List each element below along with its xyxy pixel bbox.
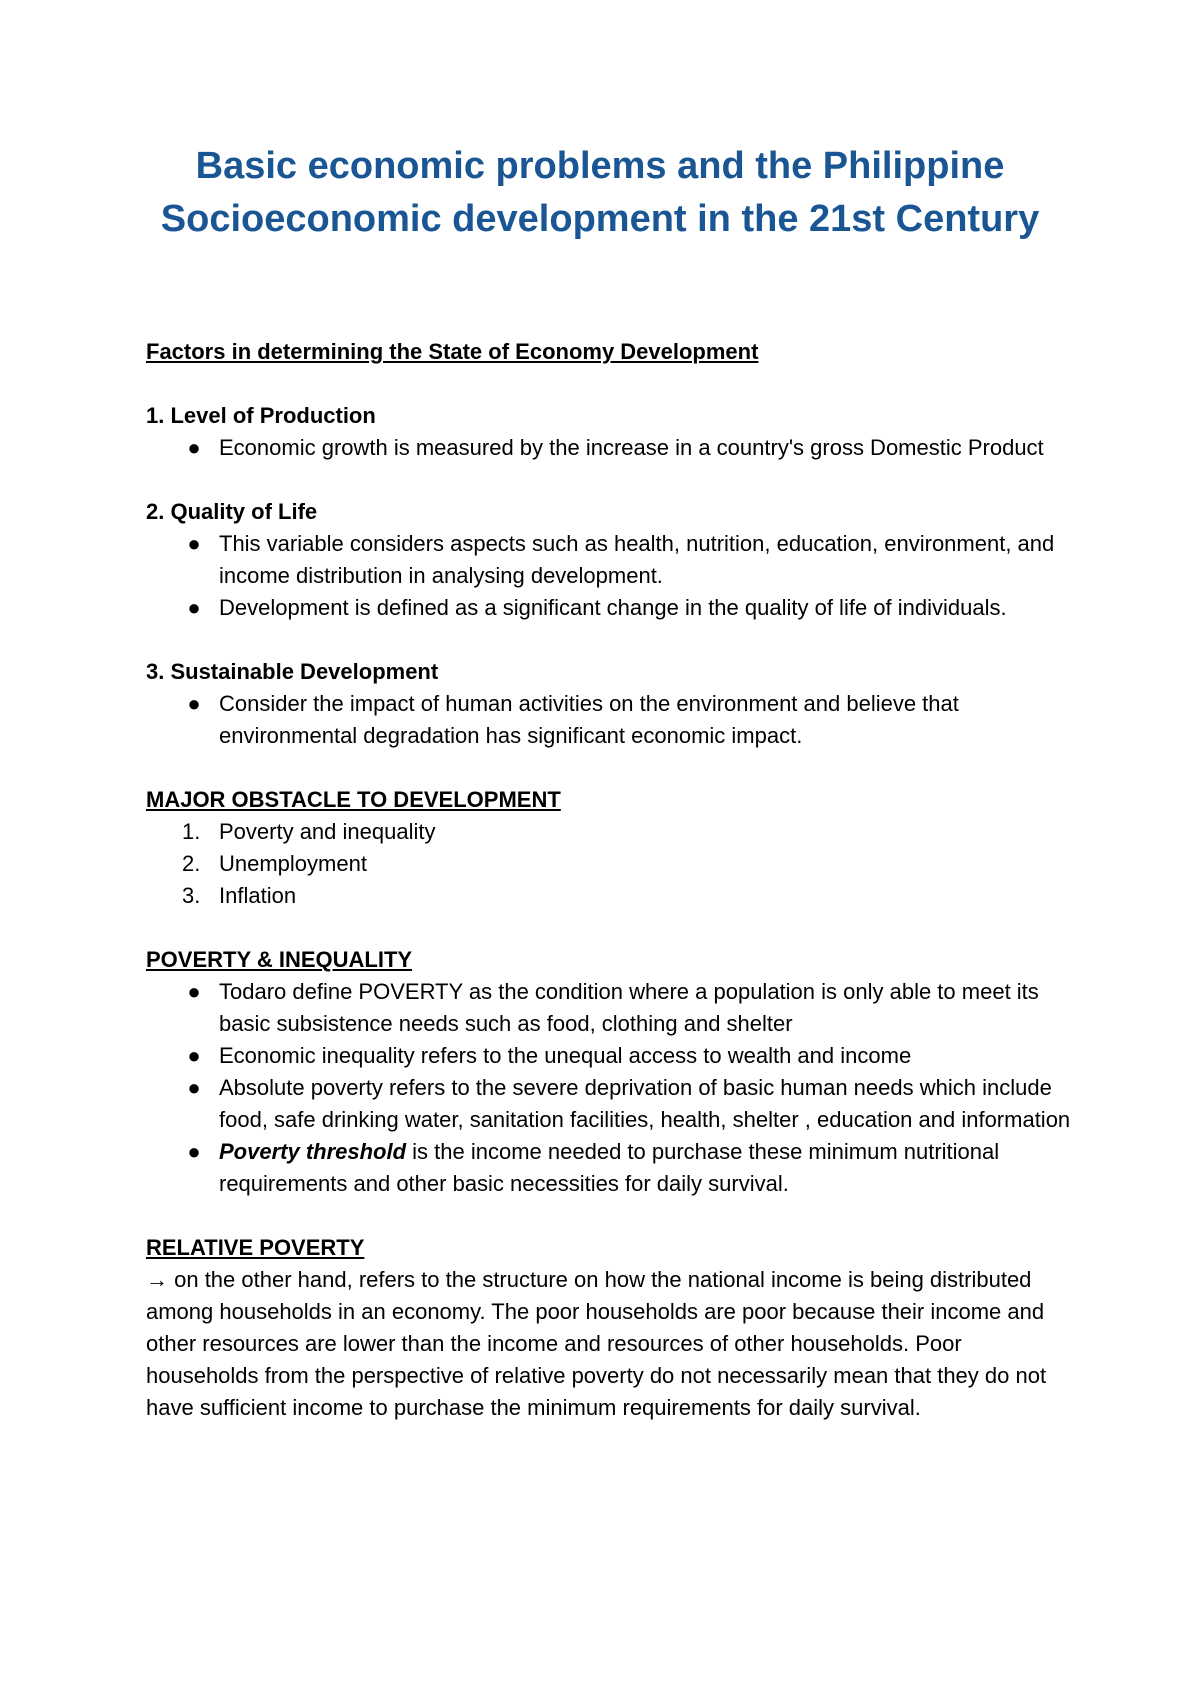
relative-poverty-heading: RELATIVE POVERTY bbox=[146, 1235, 365, 1260]
list-text: Inflation bbox=[219, 883, 297, 908]
poverty-list bbox=[146, 976, 1076, 1200]
factor-sustainable-list bbox=[146, 688, 1076, 752]
spacer bbox=[146, 912, 1076, 944]
bullet-icon: ● bbox=[187, 595, 201, 620]
bullet-icon: ● bbox=[187, 1075, 201, 1100]
list-number: 1. bbox=[182, 819, 201, 844]
obstacles-heading: MAJOR OBSTACLE TO DEVELOPMENT bbox=[146, 787, 561, 812]
factor-heading-production: 1. Level of Production bbox=[146, 403, 376, 428]
bullet-icon: ● bbox=[187, 979, 201, 1004]
bullet-text: Consider the impact of human activities on the environment and believe that environmental degradation has significant economic impact. bbox=[219, 691, 959, 748]
factor-quality-list bbox=[146, 528, 1076, 624]
list-item bbox=[146, 880, 1076, 912]
relative-poverty-paragraph: → on the other hand, refers to the structure on how the national income is being distributed among households in an economy. The poor households are poor because their income and other resources are lower than the income and resources of other households. Poor households from the perspective of relative poverty do not necessarily mean that they do not have sufficient income to purchase the minimum requirements for daily survival. bbox=[146, 1267, 1047, 1420]
bullet-text: Development is defined as a significant change in the quality of life of individuals. bbox=[219, 595, 1007, 620]
list-item bbox=[146, 848, 1076, 880]
list-number: 3. bbox=[182, 883, 201, 908]
document-body bbox=[146, 336, 1076, 1424]
poverty-heading: POVERTY & INEQUALITY bbox=[146, 947, 413, 972]
obstacles-list bbox=[146, 816, 1076, 912]
factor-heading-quality: 2. Quality of Life bbox=[146, 499, 318, 524]
list-item bbox=[146, 1136, 1076, 1200]
bullet-text: Todaro define POVERTY as the condition where a population is only able to meet its basic subsistence needs such as food, clothing and shelter bbox=[219, 979, 1039, 1036]
factor-production-list bbox=[146, 432, 1076, 464]
bullet-icon: ● bbox=[187, 435, 201, 460]
spacer bbox=[146, 368, 1076, 400]
spacer bbox=[146, 624, 1076, 656]
document-title: Basic economic problems and the Philippine Socioeconomic development in the 21st Century bbox=[160, 145, 1040, 240]
spacer bbox=[146, 464, 1076, 496]
bullet-text: Economic growth is measured by the increase in a country's gross Domestic Product bbox=[219, 435, 1044, 460]
list-item bbox=[146, 432, 1076, 464]
bullet-text: This variable considers aspects such as health, nutrition, education, environment, and income distribution in analysing development. bbox=[219, 531, 1055, 588]
bullet-text: Absolute poverty refers to the severe deprivation of basic human needs which include food, safe drinking water, sanitation facilities, health, shelter , education and information bbox=[219, 1075, 1071, 1132]
list-item bbox=[146, 592, 1076, 624]
bullet-icon: ● bbox=[187, 1139, 201, 1164]
poverty-threshold-term: Poverty threshold bbox=[219, 1139, 407, 1164]
list-text: Poverty and inequality bbox=[219, 819, 436, 844]
list-item bbox=[146, 816, 1076, 848]
bullet-text: Economic inequality refers to the unequal access to wealth and income bbox=[219, 1043, 912, 1068]
list-item bbox=[146, 976, 1076, 1040]
spacer bbox=[146, 752, 1076, 784]
list-item bbox=[146, 1040, 1076, 1072]
bullet-icon: ● bbox=[187, 691, 201, 716]
bullet-text: is the income needed to purchase these minimum nutritional requirements and other basic necessities for daily survival. bbox=[219, 1139, 1000, 1196]
bullet-icon: ● bbox=[187, 1043, 201, 1068]
factor-heading-sustainable: 3. Sustainable Development bbox=[146, 659, 439, 684]
bullet-icon: ● bbox=[187, 531, 201, 556]
list-item bbox=[146, 528, 1076, 592]
factors-heading: Factors in determining the State of Economy Development bbox=[146, 339, 759, 364]
list-item bbox=[146, 688, 1076, 752]
list-item bbox=[146, 1072, 1076, 1136]
list-text: Unemployment bbox=[219, 851, 367, 876]
spacer bbox=[146, 1200, 1076, 1232]
list-number: 2. bbox=[182, 851, 201, 876]
